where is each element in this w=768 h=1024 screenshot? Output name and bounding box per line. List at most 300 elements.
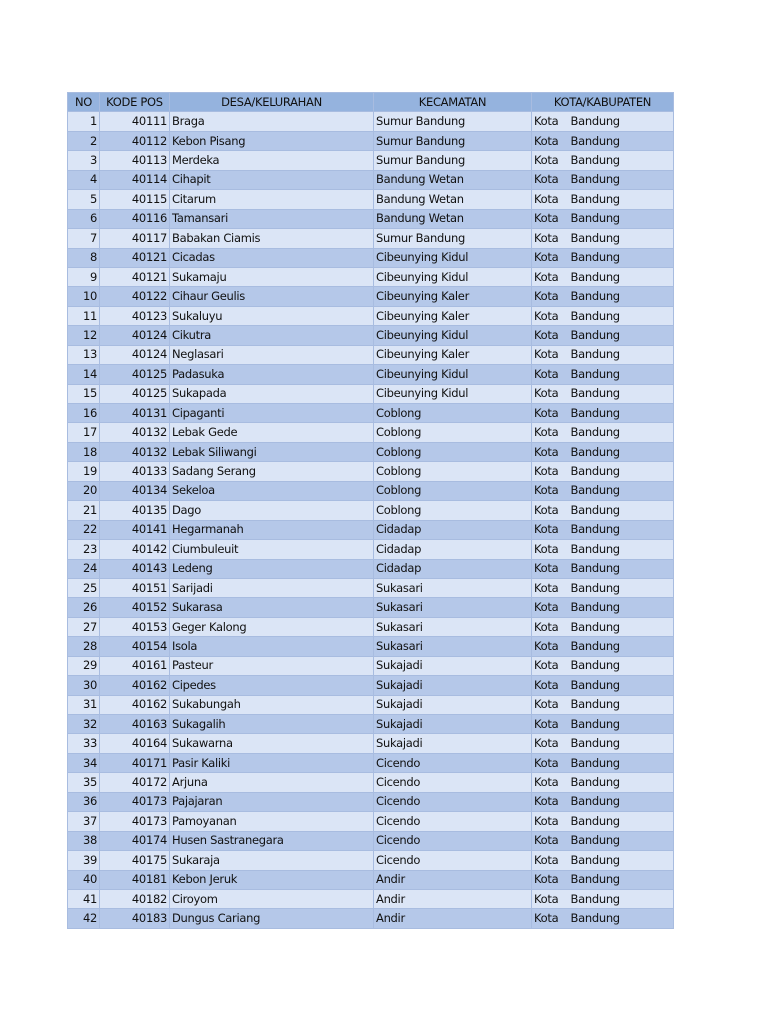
cell-no: 11 (68, 306, 100, 325)
cell-no: 29 (68, 656, 100, 675)
cell-no: 7 (68, 229, 100, 248)
cell-kabupaten: Bandung (569, 112, 674, 131)
cell-kota: Kota (532, 112, 569, 131)
cell-kode-pos: 40125 (100, 365, 170, 384)
cell-kode-pos: 40175 (100, 851, 170, 870)
table-row (68, 365, 674, 384)
cell-kota: Kota (532, 442, 569, 461)
cell-kecamatan: Coblong (374, 423, 532, 442)
cell-kota: Kota (532, 851, 569, 870)
cell-no: 2 (68, 131, 100, 150)
cell-kecamatan: Sukasari (374, 637, 532, 656)
cell-kode-pos: 40174 (100, 831, 170, 850)
cell-desa-kelurahan: Sukaraja (170, 851, 374, 870)
table-row (68, 287, 674, 306)
cell-no: 16 (68, 404, 100, 423)
cell-kabupaten: Bandung (569, 520, 674, 539)
cell-desa-kelurahan: Kebon Jeruk (170, 870, 374, 889)
cell-desa-kelurahan: Cicadas (170, 248, 374, 267)
cell-kode-pos: 40141 (100, 520, 170, 539)
cell-kecamatan: Cibeunying Kaler (374, 345, 532, 364)
cell-kota: Kota (532, 889, 569, 908)
cell-desa-kelurahan: Citarum (170, 190, 374, 209)
cell-kecamatan: Cicendo (374, 753, 532, 772)
table-row (68, 481, 674, 500)
cell-no: 13 (68, 345, 100, 364)
cell-no: 40 (68, 870, 100, 889)
cell-desa-kelurahan: Merdeka (170, 151, 374, 170)
cell-kecamatan: Cibeunying Kidul (374, 384, 532, 403)
cell-no: 6 (68, 209, 100, 228)
cell-no: 1 (68, 112, 100, 131)
cell-desa-kelurahan: Isola (170, 637, 374, 656)
table-row (68, 773, 674, 792)
cell-kabupaten: Bandung (569, 501, 674, 520)
cell-kabupaten: Bandung (569, 442, 674, 461)
cell-kode-pos: 40121 (100, 267, 170, 286)
cell-no: 10 (68, 287, 100, 306)
table-row (68, 520, 674, 539)
cell-no: 41 (68, 889, 100, 908)
cell-no: 14 (68, 365, 100, 384)
cell-kecamatan: Sukajadi (374, 695, 532, 714)
cell-kabupaten: Bandung (569, 637, 674, 656)
cell-kota: Kota (532, 365, 569, 384)
cell-kota: Kota (532, 598, 569, 617)
cell-no: 3 (68, 151, 100, 170)
header-kota-kabupaten: KOTA/KABUPATEN (532, 93, 674, 112)
cell-desa-kelurahan: Pasteur (170, 656, 374, 675)
cell-desa-kelurahan: Cihapit (170, 170, 374, 189)
cell-kota: Kota (532, 753, 569, 772)
cell-desa-kelurahan: Geger Kalong (170, 617, 374, 636)
table-row (68, 209, 674, 228)
header-kode-pos: KODE POS (100, 93, 170, 112)
cell-kecamatan: Sukajadi (374, 676, 532, 695)
cell-no: 15 (68, 384, 100, 403)
cell-kabupaten: Bandung (569, 131, 674, 150)
cell-kecamatan: Sukasari (374, 617, 532, 636)
cell-kecamatan: Andir (374, 909, 532, 928)
cell-kabupaten: Bandung (569, 734, 674, 753)
cell-no: 20 (68, 481, 100, 500)
cell-kode-pos: 40132 (100, 423, 170, 442)
cell-kecamatan: Sukasari (374, 578, 532, 597)
cell-desa-kelurahan: Sukapada (170, 384, 374, 403)
table-row (68, 695, 674, 714)
cell-kota: Kota (532, 131, 569, 150)
cell-no: 27 (68, 617, 100, 636)
cell-desa-kelurahan: Pajajaran (170, 792, 374, 811)
cell-kode-pos: 40152 (100, 598, 170, 617)
table-row (68, 306, 674, 325)
cell-desa-kelurahan: Ciroyom (170, 889, 374, 908)
cell-no: 30 (68, 676, 100, 695)
cell-kabupaten: Bandung (569, 656, 674, 675)
cell-desa-kelurahan: Sukamaju (170, 267, 374, 286)
cell-kabupaten: Bandung (569, 676, 674, 695)
cell-kabupaten: Bandung (569, 170, 674, 189)
cell-kabupaten: Bandung (569, 559, 674, 578)
table-row (68, 598, 674, 617)
cell-kode-pos: 40133 (100, 462, 170, 481)
cell-kota: Kota (532, 384, 569, 403)
cell-desa-kelurahan: Lebak Gede (170, 423, 374, 442)
cell-desa-kelurahan: Neglasari (170, 345, 374, 364)
cell-desa-kelurahan: Sekeloa (170, 481, 374, 500)
cell-kecamatan: Coblong (374, 501, 532, 520)
cell-kota: Kota (532, 695, 569, 714)
cell-no: 19 (68, 462, 100, 481)
cell-kota: Kota (532, 715, 569, 734)
cell-no: 31 (68, 695, 100, 714)
cell-kabupaten: Bandung (569, 267, 674, 286)
table-row (68, 442, 674, 461)
table-row (68, 715, 674, 734)
cell-no: 5 (68, 190, 100, 209)
cell-kabupaten: Bandung (569, 715, 674, 734)
cell-kecamatan: Andir (374, 889, 532, 908)
cell-no: 22 (68, 520, 100, 539)
cell-kota: Kota (532, 481, 569, 500)
cell-kode-pos: 40181 (100, 870, 170, 889)
cell-kecamatan: Cibeunying Kaler (374, 287, 532, 306)
cell-desa-kelurahan: Husen Sastranegara (170, 831, 374, 850)
cell-kecamatan: Cicendo (374, 773, 532, 792)
cell-kecamatan: Cicendo (374, 831, 532, 850)
cell-no: 17 (68, 423, 100, 442)
cell-kabupaten: Bandung (569, 287, 674, 306)
cell-kabupaten: Bandung (569, 598, 674, 617)
cell-kabupaten: Bandung (569, 870, 674, 889)
cell-kota: Kota (532, 190, 569, 209)
table-row (68, 656, 674, 675)
cell-kecamatan: Cicendo (374, 792, 532, 811)
cell-kabupaten: Bandung (569, 889, 674, 908)
cell-kabupaten: Bandung (569, 909, 674, 928)
cell-desa-kelurahan: Braga (170, 112, 374, 131)
cell-kecamatan: Cidadap (374, 540, 532, 559)
table-row (68, 909, 674, 928)
cell-kabupaten: Bandung (569, 617, 674, 636)
table-row (68, 889, 674, 908)
cell-no: 34 (68, 753, 100, 772)
cell-no: 24 (68, 559, 100, 578)
cell-kecamatan: Bandung Wetan (374, 190, 532, 209)
cell-kode-pos: 40124 (100, 345, 170, 364)
table-row (68, 870, 674, 889)
cell-kabupaten: Bandung (569, 229, 674, 248)
cell-kode-pos: 40154 (100, 637, 170, 656)
cell-kabupaten: Bandung (569, 190, 674, 209)
cell-kabupaten: Bandung (569, 151, 674, 170)
cell-kecamatan: Sumur Bandung (374, 229, 532, 248)
cell-kode-pos: 40173 (100, 812, 170, 831)
cell-no: 18 (68, 442, 100, 461)
cell-kode-pos: 40173 (100, 792, 170, 811)
cell-kode-pos: 40113 (100, 151, 170, 170)
cell-kota: Kota (532, 617, 569, 636)
cell-desa-kelurahan: Lebak Siliwangi (170, 442, 374, 461)
table-row (68, 753, 674, 772)
cell-kota: Kota (532, 559, 569, 578)
cell-kode-pos: 40143 (100, 559, 170, 578)
cell-kode-pos: 40135 (100, 501, 170, 520)
cell-no: 42 (68, 909, 100, 928)
cell-kota: Kota (532, 773, 569, 792)
cell-kode-pos: 40164 (100, 734, 170, 753)
cell-kabupaten: Bandung (569, 851, 674, 870)
cell-kecamatan: Cibeunying Kidul (374, 267, 532, 286)
cell-kode-pos: 40132 (100, 442, 170, 461)
table-row (68, 384, 674, 403)
cell-kota: Kota (532, 345, 569, 364)
cell-desa-kelurahan: Sukagalih (170, 715, 374, 734)
cell-kode-pos: 40122 (100, 287, 170, 306)
cell-kecamatan: Cibeunying Kidul (374, 326, 532, 345)
cell-no: 8 (68, 248, 100, 267)
table-row (68, 851, 674, 870)
cell-kecamatan: Andir (374, 870, 532, 889)
cell-kota: Kota (532, 909, 569, 928)
cell-kode-pos: 40112 (100, 131, 170, 150)
cell-kota: Kota (532, 870, 569, 889)
cell-desa-kelurahan: Cikutra (170, 326, 374, 345)
cell-no: 32 (68, 715, 100, 734)
header-no: NO (68, 93, 100, 112)
cell-kecamatan: Cibeunying Kidul (374, 248, 532, 267)
cell-kecamatan: Coblong (374, 442, 532, 461)
cell-kecamatan: Cibeunying Kaler (374, 306, 532, 325)
cell-kecamatan: Bandung Wetan (374, 170, 532, 189)
cell-kota: Kota (532, 676, 569, 695)
cell-kabupaten: Bandung (569, 423, 674, 442)
table-row (68, 131, 674, 150)
cell-kecamatan: Sukajadi (374, 734, 532, 753)
cell-no: 38 (68, 831, 100, 850)
cell-desa-kelurahan: Sukabungah (170, 695, 374, 714)
cell-kota: Kota (532, 501, 569, 520)
postal-code-table (67, 92, 674, 929)
cell-desa-kelurahan: Tamansari (170, 209, 374, 228)
cell-kota: Kota (532, 637, 569, 656)
cell-kode-pos: 40161 (100, 656, 170, 675)
table-row (68, 540, 674, 559)
cell-kota: Kota (532, 831, 569, 850)
cell-kota: Kota (532, 520, 569, 539)
table-row (68, 345, 674, 364)
cell-kota: Kota (532, 267, 569, 286)
table-row (68, 423, 674, 442)
cell-kabupaten: Bandung (569, 831, 674, 850)
cell-kabupaten: Bandung (569, 345, 674, 364)
cell-kecamatan: Sukajadi (374, 656, 532, 675)
cell-desa-kelurahan: Ledeng (170, 559, 374, 578)
cell-kabupaten: Bandung (569, 753, 674, 772)
cell-kabupaten: Bandung (569, 540, 674, 559)
cell-kota: Kota (532, 151, 569, 170)
table-body (68, 112, 674, 928)
cell-kota: Kota (532, 287, 569, 306)
cell-kode-pos: 40114 (100, 170, 170, 189)
cell-desa-kelurahan: Babakan Ciamis (170, 229, 374, 248)
cell-kota: Kota (532, 423, 569, 442)
cell-kecamatan: Sumur Bandung (374, 131, 532, 150)
cell-desa-kelurahan: Pamoyanan (170, 812, 374, 831)
cell-kode-pos: 40151 (100, 578, 170, 597)
cell-no: 26 (68, 598, 100, 617)
cell-no: 4 (68, 170, 100, 189)
cell-no: 9 (68, 267, 100, 286)
cell-kabupaten: Bandung (569, 578, 674, 597)
cell-desa-kelurahan: Dungus Cariang (170, 909, 374, 928)
table-row (68, 792, 674, 811)
cell-kabupaten: Bandung (569, 792, 674, 811)
cell-kecamatan: Coblong (374, 462, 532, 481)
cell-kota: Kota (532, 209, 569, 228)
cell-desa-kelurahan: Cipedes (170, 676, 374, 695)
cell-kode-pos: 40125 (100, 384, 170, 403)
cell-desa-kelurahan: Sadang Serang (170, 462, 374, 481)
cell-desa-kelurahan: Sukaluyu (170, 306, 374, 325)
cell-kabupaten: Bandung (569, 209, 674, 228)
table-row (68, 151, 674, 170)
cell-kode-pos: 40163 (100, 715, 170, 734)
cell-kode-pos: 40124 (100, 326, 170, 345)
table-row (68, 404, 674, 423)
cell-kecamatan: Cidadap (374, 559, 532, 578)
cell-no: 39 (68, 851, 100, 870)
cell-kota: Kota (532, 462, 569, 481)
table-row (68, 170, 674, 189)
cell-desa-kelurahan: Ciumbuleuit (170, 540, 374, 559)
cell-kota: Kota (532, 306, 569, 325)
table-row (68, 734, 674, 753)
cell-desa-kelurahan: Hegarmanah (170, 520, 374, 539)
table-row (68, 812, 674, 831)
table-row (68, 248, 674, 267)
cell-kabupaten: Bandung (569, 384, 674, 403)
cell-kode-pos: 40162 (100, 676, 170, 695)
cell-no: 21 (68, 501, 100, 520)
table-row (68, 326, 674, 345)
cell-kabupaten: Bandung (569, 695, 674, 714)
header-desa-kelurahan: DESA/KELURAHAN (170, 93, 374, 112)
cell-kecamatan: Cidadap (374, 520, 532, 539)
cell-kecamatan: Sumur Bandung (374, 112, 532, 131)
cell-no: 35 (68, 773, 100, 792)
cell-no: 28 (68, 637, 100, 656)
cell-no: 12 (68, 326, 100, 345)
cell-desa-kelurahan: Sukawarna (170, 734, 374, 753)
cell-desa-kelurahan: Kebon Pisang (170, 131, 374, 150)
cell-kode-pos: 40134 (100, 481, 170, 500)
cell-desa-kelurahan: Cipaganti (170, 404, 374, 423)
cell-kecamatan: Sukasari (374, 598, 532, 617)
cell-kota: Kota (532, 578, 569, 597)
table-row (68, 190, 674, 209)
cell-kode-pos: 40115 (100, 190, 170, 209)
table-row (68, 559, 674, 578)
cell-no: 23 (68, 540, 100, 559)
cell-kota: Kota (532, 734, 569, 753)
cell-kabupaten: Bandung (569, 481, 674, 500)
cell-desa-kelurahan: Dago (170, 501, 374, 520)
cell-kecamatan: Bandung Wetan (374, 209, 532, 228)
cell-kota: Kota (532, 229, 569, 248)
cell-kabupaten: Bandung (569, 306, 674, 325)
cell-kode-pos: 40182 (100, 889, 170, 908)
cell-kode-pos: 40183 (100, 909, 170, 928)
cell-desa-kelurahan: Arjuna (170, 773, 374, 792)
header-row (68, 93, 674, 112)
cell-kota: Kota (532, 170, 569, 189)
cell-desa-kelurahan: Sarijadi (170, 578, 374, 597)
table-row (68, 267, 674, 286)
table-row (68, 637, 674, 656)
cell-kecamatan: Cicendo (374, 812, 532, 831)
cell-kode-pos: 40111 (100, 112, 170, 131)
cell-kabupaten: Bandung (569, 462, 674, 481)
table-row (68, 501, 674, 520)
cell-kode-pos: 40116 (100, 209, 170, 228)
cell-desa-kelurahan: Cihaur Geulis (170, 287, 374, 306)
cell-kabupaten: Bandung (569, 326, 674, 345)
cell-kota: Kota (532, 540, 569, 559)
cell-desa-kelurahan: Sukarasa (170, 598, 374, 617)
cell-kabupaten: Bandung (569, 404, 674, 423)
table-row (68, 676, 674, 695)
cell-kecamatan: Sukajadi (374, 715, 532, 734)
cell-kecamatan: Coblong (374, 404, 532, 423)
cell-kecamatan: Sumur Bandung (374, 151, 532, 170)
cell-kode-pos: 40131 (100, 404, 170, 423)
cell-desa-kelurahan: Pasir Kaliki (170, 753, 374, 772)
cell-kode-pos: 40121 (100, 248, 170, 267)
table-header (68, 93, 674, 112)
cell-kabupaten: Bandung (569, 248, 674, 267)
cell-kecamatan: Cicendo (374, 851, 532, 870)
cell-no: 25 (68, 578, 100, 597)
cell-kota: Kota (532, 404, 569, 423)
cell-kode-pos: 40172 (100, 773, 170, 792)
cell-kota: Kota (532, 326, 569, 345)
cell-no: 36 (68, 792, 100, 811)
cell-kode-pos: 40162 (100, 695, 170, 714)
table-row (68, 229, 674, 248)
cell-kode-pos: 40142 (100, 540, 170, 559)
cell-kota: Kota (532, 792, 569, 811)
cell-kode-pos: 40153 (100, 617, 170, 636)
cell-no: 33 (68, 734, 100, 753)
cell-kota: Kota (532, 656, 569, 675)
header-kecamatan: KECAMATAN (374, 93, 532, 112)
cell-desa-kelurahan: Padasuka (170, 365, 374, 384)
cell-kabupaten: Bandung (569, 812, 674, 831)
cell-kode-pos: 40123 (100, 306, 170, 325)
cell-kota: Kota (532, 248, 569, 267)
cell-kecamatan: Cibeunying Kidul (374, 365, 532, 384)
cell-kode-pos: 40171 (100, 753, 170, 772)
table-row (68, 462, 674, 481)
table-row (68, 617, 674, 636)
cell-kabupaten: Bandung (569, 365, 674, 384)
cell-kota: Kota (532, 812, 569, 831)
table-row (68, 112, 674, 131)
cell-kode-pos: 40117 (100, 229, 170, 248)
table-row (68, 831, 674, 850)
cell-no: 37 (68, 812, 100, 831)
